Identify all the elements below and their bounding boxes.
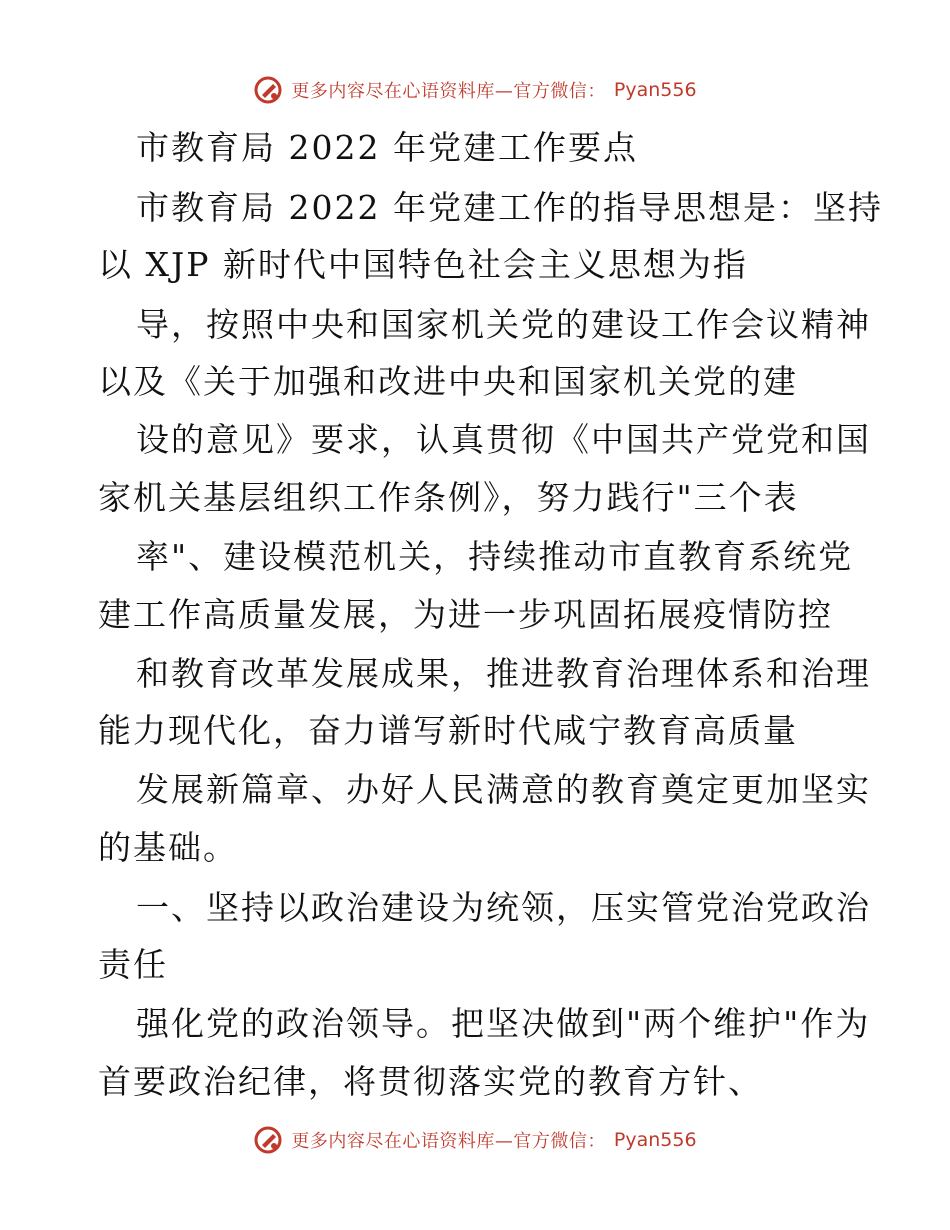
paragraph-line: 的基础。: [98, 828, 238, 867]
watermark-handle: Pyan556: [613, 79, 697, 101]
paragraph-line: 以及《关于加强和改进中央和国家机关党的建: [98, 362, 798, 401]
paragraph-line: 强化党的政治领导。把坚决做到"两个维护"作为: [136, 1004, 871, 1043]
paragraph-line: 家机关基层组织工作条例》，努力践行"三个表: [98, 478, 799, 517]
brand-logo-icon: [253, 75, 283, 105]
paragraph-line: 设的意见》要求，认真贯彻《中国共产党党和国: [136, 420, 871, 459]
section-heading: 一、坚持以政治建设为统领，压实管党治党政治: [136, 888, 871, 927]
paragraph-line: 以 XJP 新时代中国特色社会主义思想为指: [98, 245, 748, 284]
paragraph-line: 导，按照中央和国家机关党的建设工作会议精神: [136, 305, 871, 344]
watermark-handle: Pyan556: [613, 1129, 697, 1151]
paragraph-line: 发展新篇章、办好人民满意的教育奠定更加坚实: [136, 770, 871, 809]
paragraph-line: 建工作高质量发展，为进一步巩固拓展疫情防控: [98, 595, 833, 634]
watermark-text: 更多内容尽在心语资料库—官方微信：: [291, 1131, 606, 1152]
paragraph-line: 市教育局 2022 年党建工作的指导思想是：坚持: [136, 188, 883, 227]
paragraph-line: 和教育改革发展成果，推进教育治理体系和治理: [136, 654, 871, 693]
section-heading-continued: 责任: [98, 945, 168, 984]
document-title: 市教育局 2022 年党建工作要点: [136, 128, 638, 167]
paragraph-line: 率"、建设模范机关，持续推动市直教育系统党: [136, 537, 854, 576]
watermark-text: 更多内容尽在心语资料库—官方微信：: [291, 81, 606, 102]
watermark-footer: [0, 1120, 950, 1160]
paragraph-line: 首要政治纪律，将贯彻落实党的教育方针、: [98, 1062, 763, 1101]
brand-logo-icon: [253, 1125, 283, 1155]
watermark-header: [0, 70, 950, 110]
paragraph-line: 能力现代化，奋力谱写新时代咸宁教育高质量: [98, 711, 798, 750]
